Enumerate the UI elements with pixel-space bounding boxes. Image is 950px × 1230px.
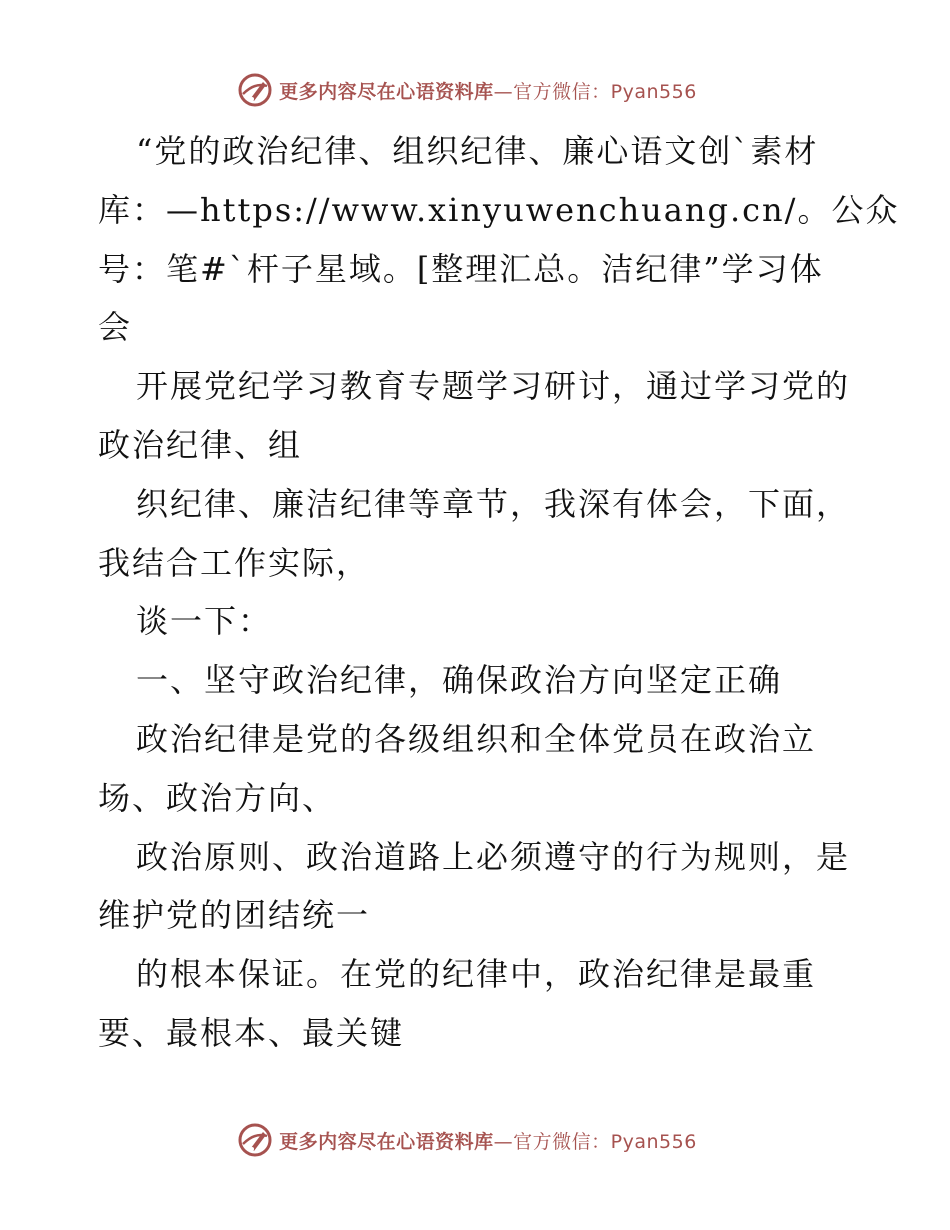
footer-banner	[0, 1120, 950, 1160]
header-banner-wechat: 官方微信：Pyan556	[513, 80, 697, 103]
body-line: 维护党的团结统一	[98, 896, 371, 935]
body-line: 要、最根本、最关键	[98, 1013, 405, 1052]
body-line: 政治原则、政治道路上必须遵守的行为规则，是	[136, 837, 851, 876]
body-line: 政治纪律、组	[98, 425, 303, 464]
header-banner-separator: —	[493, 80, 514, 103]
header-banner-inner	[237, 72, 697, 108]
body-line: 会	[98, 308, 133, 347]
body-line: 的根本保证。在党的纪律中，政治纪律是最重	[136, 955, 817, 994]
body-line: 开展党纪学习教育专题学习研讨，通过学习党的	[136, 367, 851, 406]
body-line: “党的政治纪律、组织纪律、廉心语文创`素材	[136, 132, 819, 170]
pen-circle-logo-icon	[237, 1122, 273, 1158]
footer-banner-title: 更多内容尽在心语资料库	[279, 1130, 494, 1153]
body-line: 号：笔#`杆子星域。[整理汇总。洁纪律”学习体	[98, 249, 824, 288]
body-line: 我结合工作实际，	[98, 543, 371, 582]
body-line: 场、政治方向、	[98, 778, 337, 817]
header-banner-text	[279, 77, 697, 104]
footer-banner-inner	[237, 1122, 697, 1158]
document-body	[98, 122, 900, 1063]
header-banner-title: 更多内容尽在心语资料库	[279, 80, 494, 103]
section-heading: 一、坚守政治纪律，确保政治方向坚定正确	[136, 661, 783, 700]
header-banner	[0, 70, 950, 110]
footer-banner-wechat: 官方微信：Pyan556	[513, 1130, 697, 1153]
pen-circle-logo-icon	[237, 72, 273, 108]
body-line: 政治纪律是党的各级组织和全体党员在政治立	[136, 719, 817, 758]
body-line: 谈一下：	[136, 602, 273, 641]
body-line: 库：—https://www.xinyuwenchuang.cn/。公众	[98, 190, 900, 229]
footer-banner-separator: —	[493, 1130, 514, 1153]
footer-banner-text	[279, 1127, 697, 1154]
body-line: 织纪律、廉洁纪律等章节，我深有体会，下面，	[136, 484, 851, 523]
